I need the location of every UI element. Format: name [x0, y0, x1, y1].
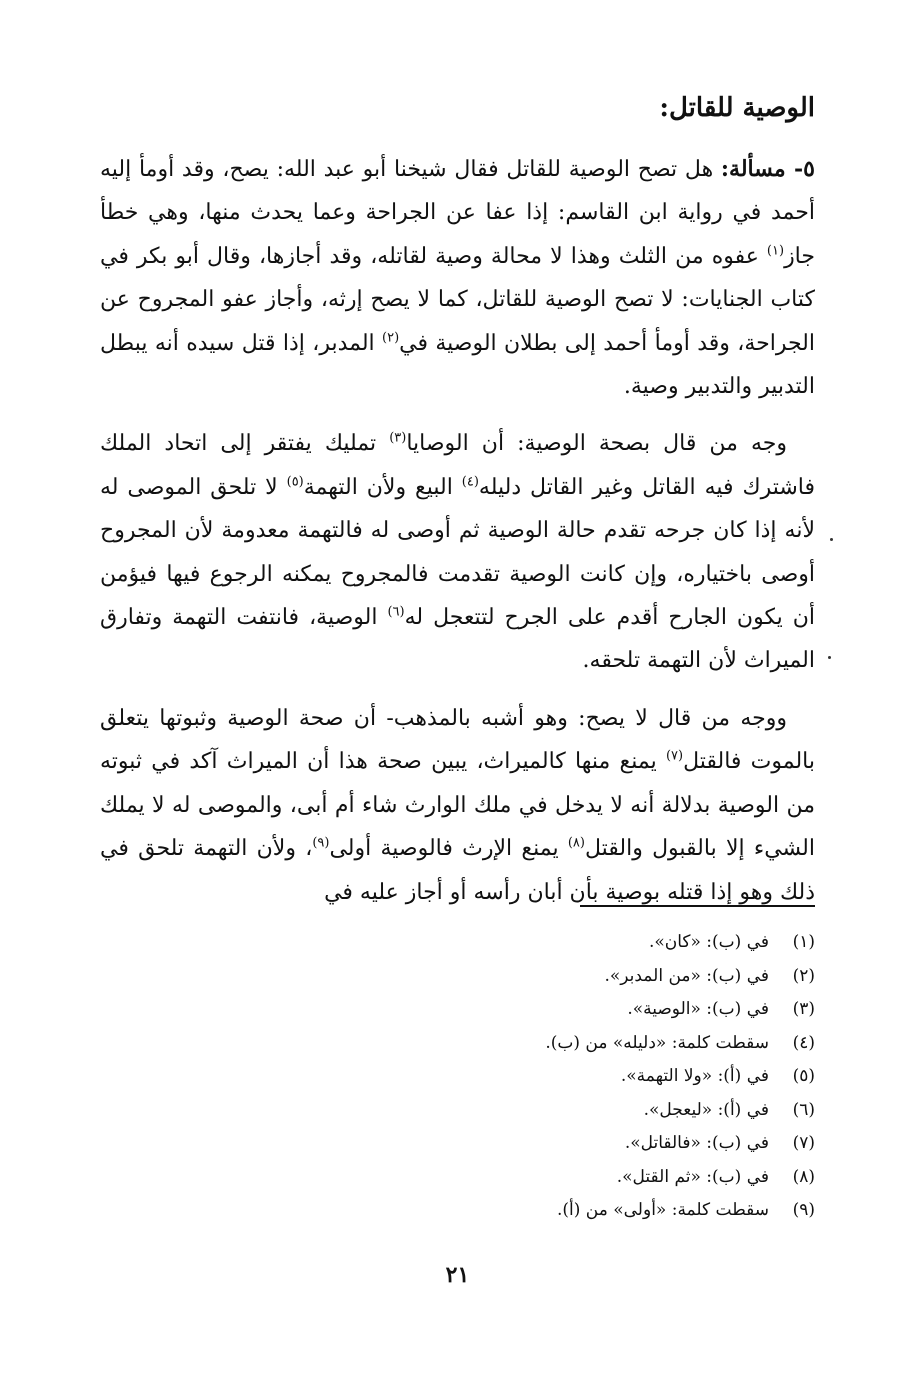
footnote: [100, 1027, 815, 1061]
footnote-ref: (٢): [382, 330, 400, 346]
text-run: عفوه من الثلث وهذا لا محالة وصية لقاتله، وقد أجازها، وقال أبو بكر في كتاب الجنايات: لا تصح الوصية للقاتل، كما لا يصح إرثه، وأجاز عفو المجروح عن الجراحة، وقد أومأ أحمد إلى بطلان الوصية في: [100, 243, 815, 356]
footnote-separator: [580, 905, 815, 907]
footnote: [100, 1161, 815, 1195]
book-page: [100, 0, 815, 1378]
text-run: يمنع الإرث فالوصية أولى: [329, 836, 568, 862]
footnote-text: في (ب): «فالقاتل».: [624, 1133, 769, 1153]
footnote-ref: (٧): [665, 748, 684, 764]
footnote-number: (٨): [792, 1166, 815, 1187]
footnote-ref: (٩): [312, 835, 330, 851]
footnote-text: في (ب): «ثم القتل».: [616, 1166, 769, 1187]
text-run: ووجه من قال لا يصح: وهو أشبه بالمذهب- أن صحة الوصية وثبوتها يتعلق بالموت فالقتل: [100, 705, 816, 775]
footnote-text: في (ب): «الوصية».: [627, 999, 769, 1019]
footnote-ref: (٦): [387, 604, 405, 620]
text-run: يمنع منها كالميراث، يبين صحة هذا أن الميراث آكد في ثبوته من الوصية بدلالة أنه لا يدخل في ملك الوارث شاء أم أبى، والموصى له لا يملك الشيء إلا بالقبول والقتل: [100, 749, 815, 862]
paragraph: [100, 697, 815, 914]
footnote-text: في (أ): «ولا التهمة».: [620, 1066, 769, 1086]
footnote: [100, 1094, 815, 1128]
footnote-text: في (أ): «ليعجل».: [643, 1099, 769, 1120]
text-run: تمليك يفتقر إلى اتحاد الملك فاشترك فيه القاتل وغير القاتل دليله: [100, 431, 816, 500]
footnote-text: في (ب): «كان».: [648, 932, 769, 952]
footnote-number: (١): [792, 932, 815, 952]
page-number: ٢١: [445, 1262, 470, 1288]
text-run: هل تصح الوصية للقاتل فقال شيخنا أبو عبد الله: يصح، وقد أومأ إليه أحمد في رواية ابن القاسم: إذا عفا عن الجراحة وعما يحدث منها، وهي خطأ جاز: [100, 157, 815, 269]
footnote-ref: (٤): [461, 474, 479, 490]
footnotes-list: [100, 926, 815, 1228]
footnote: [100, 1060, 815, 1094]
footnote-number: (٩): [792, 1200, 815, 1220]
text-run: لا تلحق الموصى له لأنه إذا كان جرحه تقدم حالة الوصية ثم أوصى له فالتهمة معدومة لأن المجروح أوصى باختياره، وإن كانت الوصية تقدمت فالمجروح يمكنه الرجوع فيها فيؤمن أن يكون الجارح أقدم على الجرح لتتعجل له: [100, 474, 815, 631]
footnote-text: سقطت كلمة: «أولى» من (أ).: [556, 1200, 769, 1220]
footnote: [100, 926, 815, 960]
footnote-number: (٥): [792, 1066, 815, 1086]
footnote: [100, 960, 815, 994]
footnote-text: سقطت كلمة: «دليله» من (ب).: [545, 1032, 769, 1053]
footnote-ref: (٣): [389, 431, 407, 447]
footnote-ref: (١): [766, 243, 785, 259]
footnote-ref: (٥): [286, 474, 304, 490]
footnote-text: في (ب): «من المدبر».: [604, 965, 769, 986]
paragraph: [100, 148, 815, 408]
footnote: [100, 993, 815, 1027]
footnote: [100, 1194, 815, 1228]
footnote-number: (٢): [792, 965, 815, 986]
issue-number-label: ٥- مسألة:: [720, 156, 815, 182]
text-run: البيع ولأن التهمة: [303, 474, 462, 500]
text-run: وجه من قال بصحة الوصية: أن الوصايا: [406, 431, 787, 457]
section-heading: الوصية للقاتل:: [659, 93, 815, 123]
paragraph: [100, 422, 815, 682]
text-run: الوصية، فانتفت التهمة وتفارق الميراث لأن التهمة تلحقه.: [100, 605, 815, 674]
scan-speck: [830, 538, 833, 541]
footnote-number: (٦): [792, 1099, 815, 1120]
footnote: [100, 1127, 815, 1161]
footnote-number: (٣): [792, 999, 815, 1019]
body-text: [100, 148, 815, 914]
text-run: المدبر، إذا قتل سيده أنه يبطل التدبير والتدبير وصية.: [100, 330, 815, 400]
footnote-ref: (٨): [567, 835, 585, 851]
text-run: ، ولأن التهمة تلحق في ذلك وهو إذا قتله بوصية بأن أبان رأسه أو أجاز عليه في: [100, 836, 815, 905]
footnote-number: (٤): [792, 1032, 815, 1053]
scan-speck: [828, 656, 831, 659]
footnote-number: (٧): [792, 1133, 815, 1153]
